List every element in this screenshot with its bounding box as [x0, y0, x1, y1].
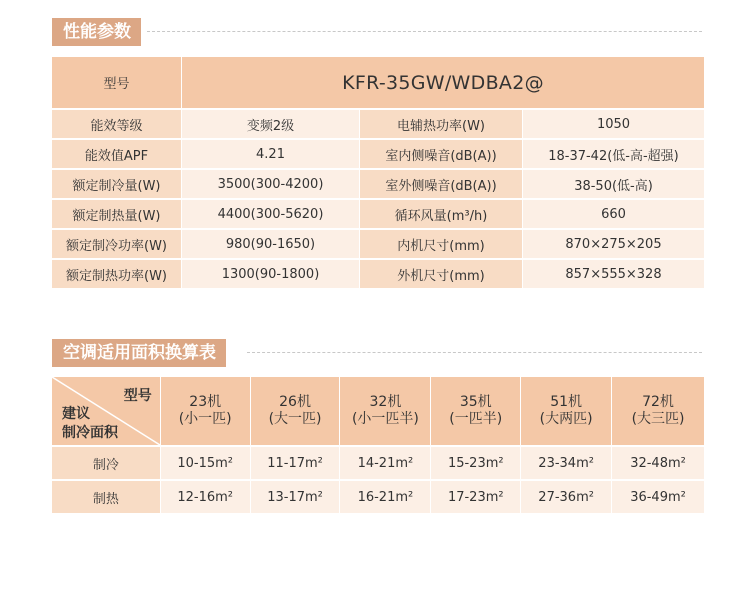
table-row	[52, 140, 704, 170]
area-value: 16-21m²	[340, 481, 431, 515]
column-header	[251, 377, 341, 447]
column-header-power: (小一匹半)	[351, 411, 419, 427]
row-label: 能效等级	[52, 110, 182, 140]
column-header	[431, 377, 521, 447]
corner-bottom-line-2: 制冷面积	[62, 425, 118, 441]
row-label: 内机尺寸(mm)	[360, 230, 523, 260]
column-header	[521, 377, 612, 447]
row-value: 18-37-42(低-高-超强)	[523, 140, 704, 170]
corner-top-label: 型号	[123, 388, 152, 404]
area-value: 23-34m²	[521, 447, 612, 481]
model-row	[52, 57, 704, 110]
row-value: 857×555×328	[523, 260, 704, 290]
area-value: 14-21m²	[340, 447, 431, 481]
table-row	[52, 447, 704, 481]
column-header-power: (小一匹)	[178, 411, 232, 427]
row-label: 循环风量(m³/h)	[360, 200, 523, 230]
row-label: 电辅热功率(W)	[360, 110, 523, 140]
area-value: 17-23m²	[431, 481, 521, 515]
dashed-divider	[247, 352, 702, 353]
area-value: 32-48m²	[612, 447, 704, 481]
row-value: 变频2级	[182, 110, 360, 140]
row-value: 980(90-1650)	[182, 230, 360, 260]
row-label: 额定制冷功率(W)	[52, 230, 182, 260]
row-label: 室内侧噪音(dB(A))	[360, 140, 523, 170]
area-value: 36-49m²	[612, 481, 704, 515]
area-header-row	[52, 377, 704, 447]
section-title: 空调适用面积换算表	[52, 339, 226, 367]
section-title: 性能参数	[52, 18, 141, 46]
area-value: 13-17m²	[251, 481, 341, 515]
dashed-divider	[147, 31, 702, 32]
section-header-performance	[52, 18, 702, 46]
table-row	[52, 110, 704, 140]
row-label: 室外侧噪音(dB(A))	[360, 170, 523, 200]
model-label: 型号	[52, 57, 182, 110]
column-header	[612, 377, 704, 447]
table-row	[52, 170, 704, 200]
row-label: 能效值APF	[52, 140, 182, 170]
column-header	[161, 377, 251, 447]
spec-table	[52, 57, 704, 290]
row-label: 额定制热功率(W)	[52, 260, 182, 290]
column-header-model: 23机	[189, 394, 222, 410]
area-table	[52, 377, 704, 515]
area-value: 27-36m²	[521, 481, 612, 515]
row-label: 制热	[52, 481, 161, 515]
column-header-model: 51机	[550, 394, 583, 410]
area-value: 11-17m²	[251, 447, 341, 481]
table-row	[52, 260, 704, 290]
row-label: 外机尺寸(mm)	[360, 260, 523, 290]
row-value: 4400(300-5620)	[182, 200, 360, 230]
table-row	[52, 200, 704, 230]
row-value: 38-50(低-高)	[523, 170, 704, 200]
row-value: 4.21	[182, 140, 360, 170]
column-header-model: 26机	[279, 394, 311, 410]
row-label: 额定制冷量(W)	[52, 170, 182, 200]
corner-bottom-label	[62, 405, 118, 443]
area-value: 10-15m²	[161, 447, 251, 481]
row-value: 3500(300-4200)	[182, 170, 360, 200]
column-header-model: 32机	[369, 394, 402, 410]
corner-bottom-line-1: 建议	[62, 406, 90, 422]
row-value: 1050	[523, 110, 704, 140]
column-header-model: 35机	[459, 394, 492, 410]
section-header-area	[52, 339, 702, 367]
table-row	[52, 481, 704, 515]
column-header-power: (大三匹)	[631, 411, 685, 427]
column-header-model: 72机	[642, 394, 674, 410]
model-value: KFR-35GW/WDBA2@	[182, 57, 704, 110]
table-row	[52, 230, 704, 260]
column-header-power: (大两匹)	[539, 411, 593, 427]
row-value: 660	[523, 200, 704, 230]
corner-header-cell	[52, 377, 161, 447]
row-value: 1300(90-1800)	[182, 260, 360, 290]
column-header	[340, 377, 431, 447]
row-label: 额定制热量(W)	[52, 200, 182, 230]
row-value: 870×275×205	[523, 230, 704, 260]
area-value: 15-23m²	[431, 447, 521, 481]
column-header-power: (一匹半)	[449, 411, 503, 427]
area-value: 12-16m²	[161, 481, 251, 515]
column-header-power: (大一匹)	[268, 411, 322, 427]
row-label: 制冷	[52, 447, 161, 481]
